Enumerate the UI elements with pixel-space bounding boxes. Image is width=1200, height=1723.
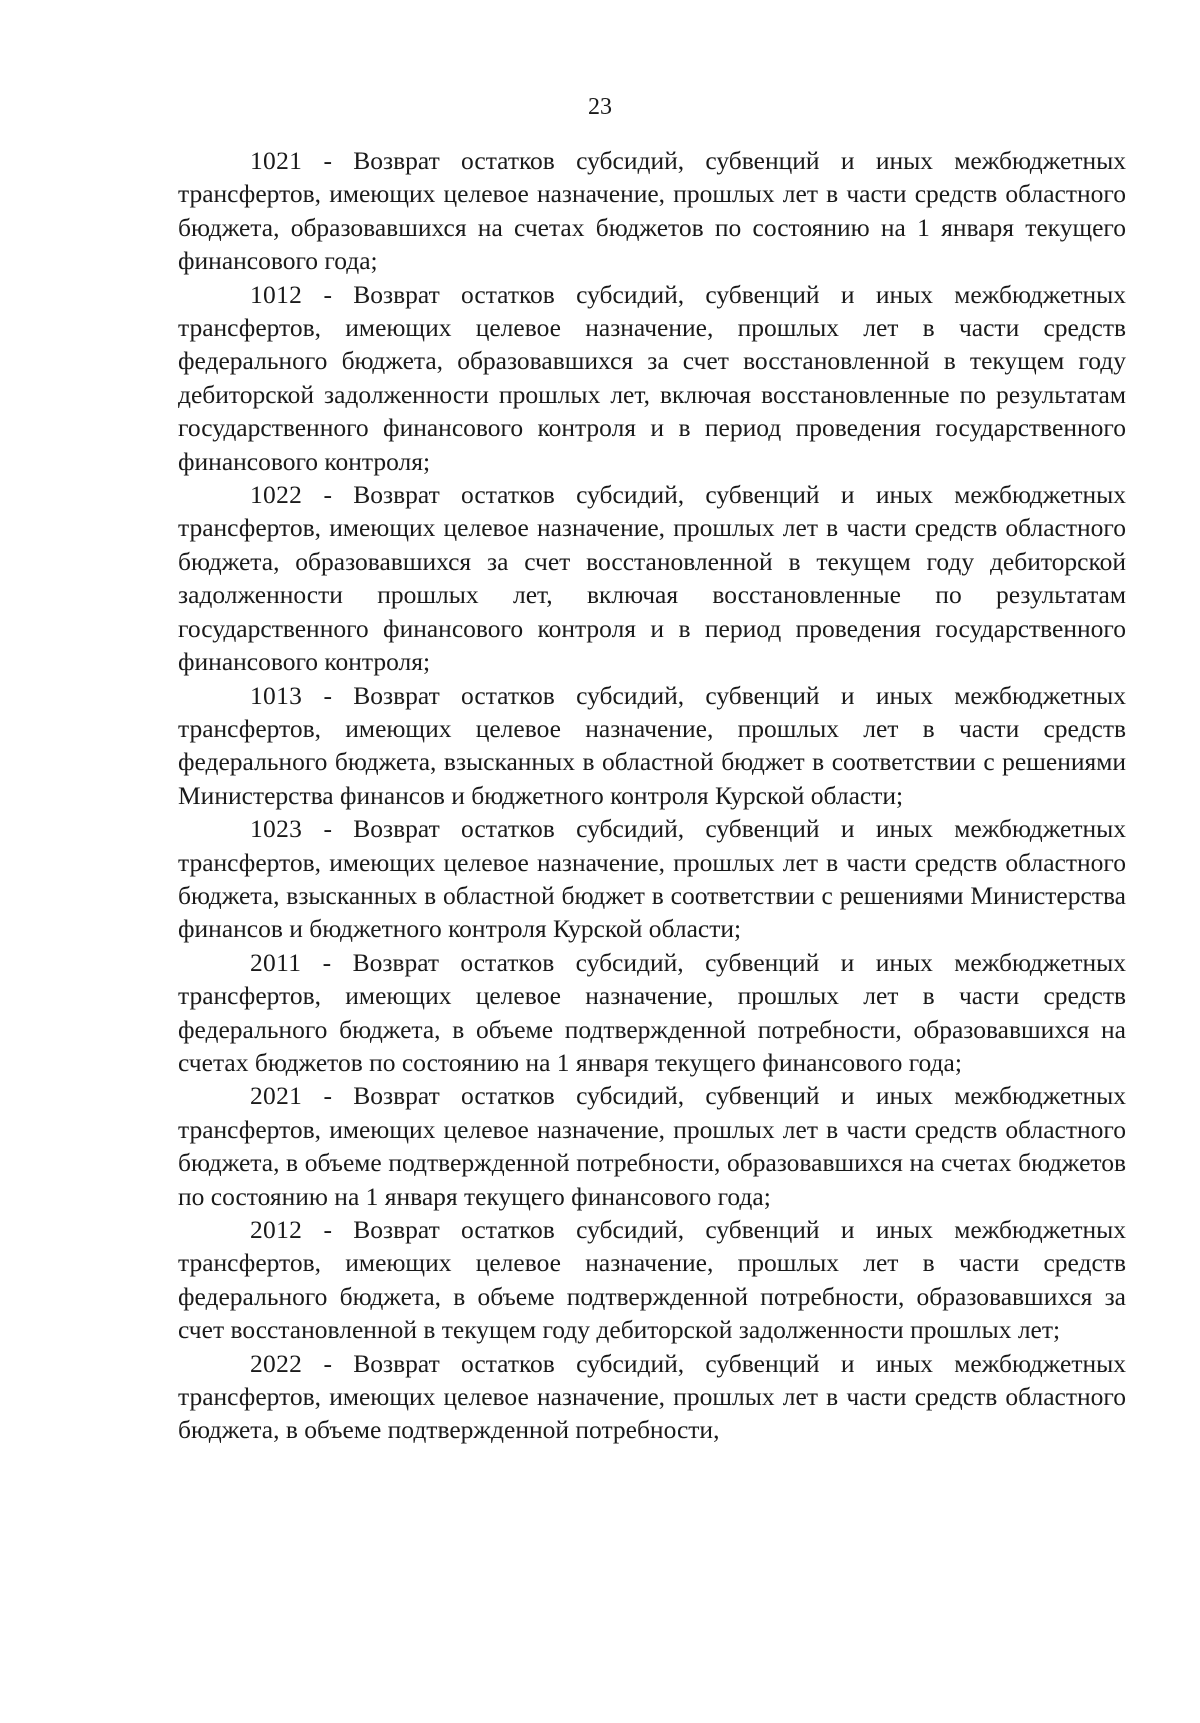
paragraph-text: - Возврат остатков субсидий, субвенций и иных межбюджетных трансфертов, имеющих целевое назначение, прошлых лет в части средств областного бюджета, взысканных в областной бюджет в соответствии с решениями Министерства финансов и бюджетного контроля Курской области; bbox=[178, 814, 1126, 944]
paragraph-2011 bbox=[178, 946, 1126, 1080]
paragraph-2021 bbox=[178, 1079, 1126, 1213]
paragraph-text: - Возврат остатков субсидий, субвенций и иных межбюджетных трансфертов, имеющих целевое назначение, прошлых лет в части средств федерального бюджета, образовавшихся за счет восстановленной в текущем году дебиторской задолженности прошлых лет, включая восстановленные по результатам государственного финансового контроля и в период проведения государственного финансового контроля; bbox=[178, 279, 1126, 476]
paragraph-2022 bbox=[178, 1347, 1126, 1447]
paragraph-text: - Возврат остатков субсидий, субвенций и иных межбюджетных трансфертов, имеющих целевое назначение, прошлых лет в части средств областного бюджета, образовавшихся за счет восстановленной в текущем году дебиторской задолженности прошлых лет, включая восстановленные по результатам государственного финансового контроля и в период проведения государственного финансового контроля; bbox=[178, 480, 1126, 677]
paragraph-1022 bbox=[178, 478, 1126, 678]
budget-code: 1021 bbox=[250, 146, 303, 175]
budget-code: 1013 bbox=[250, 680, 303, 710]
paragraph-text: - Возврат остатков субсидий, субвенций и иных межбюджетных трансфертов, имеющих целевое назначение, прошлых лет в части средств федерального бюджета, взысканных в областной бюджет в соответствии с решениями Министерства финансов и бюджетного контроля Курской области; bbox=[178, 680, 1126, 810]
paragraph-1023 bbox=[178, 812, 1126, 946]
paragraph-text: - Возврат остатков субсидий, субвенций и иных межбюджетных трансфертов, имеющих целевое назначение, прошлых лет в части средств федерального бюджета, в объеме подтвержденной потребности, образовавшихся за счет восстановленной в текущем году дебиторской задолженности прошлых лет; bbox=[178, 1215, 1126, 1345]
page-number: 23 bbox=[588, 94, 612, 120]
paragraph-text: - Возврат остатков субсидий, субвенций и иных межбюджетных трансфертов, имеющих целевое назначение, прошлых лет в части средств областного бюджета, образовавшихся на счетах бюджетов по состоянию на 1 января текущего финансового года; bbox=[178, 146, 1126, 276]
budget-code: 2021 bbox=[250, 1081, 303, 1111]
paragraph-text: - Возврат остатков субсидий, субвенций и иных межбюджетных трансфертов, имеющих целевое назначение, прошлых лет в части средств федерального бюджета, в объеме подтвержденной потребности, образовавшихся на счетах бюджетов по состоянию на 1 января текущего финансового года; bbox=[178, 947, 1126, 1077]
budget-code: 1023 bbox=[250, 814, 303, 844]
paragraph-1013 bbox=[178, 679, 1126, 813]
paragraph-1021 bbox=[178, 144, 1126, 278]
budget-code: 2022 bbox=[250, 1348, 303, 1378]
paragraph-text: - Возврат остатков субсидий, субвенций и иных межбюджетных трансфертов, имеющих целевое назначение, прошлых лет в части средств областного бюджета, в объеме подтвержденной потребности, образовавшихся на счетах бюджетов по состоянию на 1 января текущего финансового года; bbox=[178, 1081, 1126, 1211]
paragraph-1012 bbox=[178, 278, 1126, 478]
budget-code: 1012 bbox=[250, 279, 303, 309]
paragraph-text: - Возврат остатков субсидий, субвенций и иных межбюджетных трансфертов, имеющих целевое назначение, прошлых лет в части средств областного бюджета, в объеме подтвержденной потребности, bbox=[178, 1348, 1126, 1445]
paragraph-2012 bbox=[178, 1213, 1126, 1347]
budget-code: 2012 bbox=[250, 1215, 303, 1244]
budget-code: 2011 bbox=[250, 947, 302, 977]
document-body bbox=[178, 144, 1126, 1447]
budget-code: 1022 bbox=[250, 480, 303, 510]
